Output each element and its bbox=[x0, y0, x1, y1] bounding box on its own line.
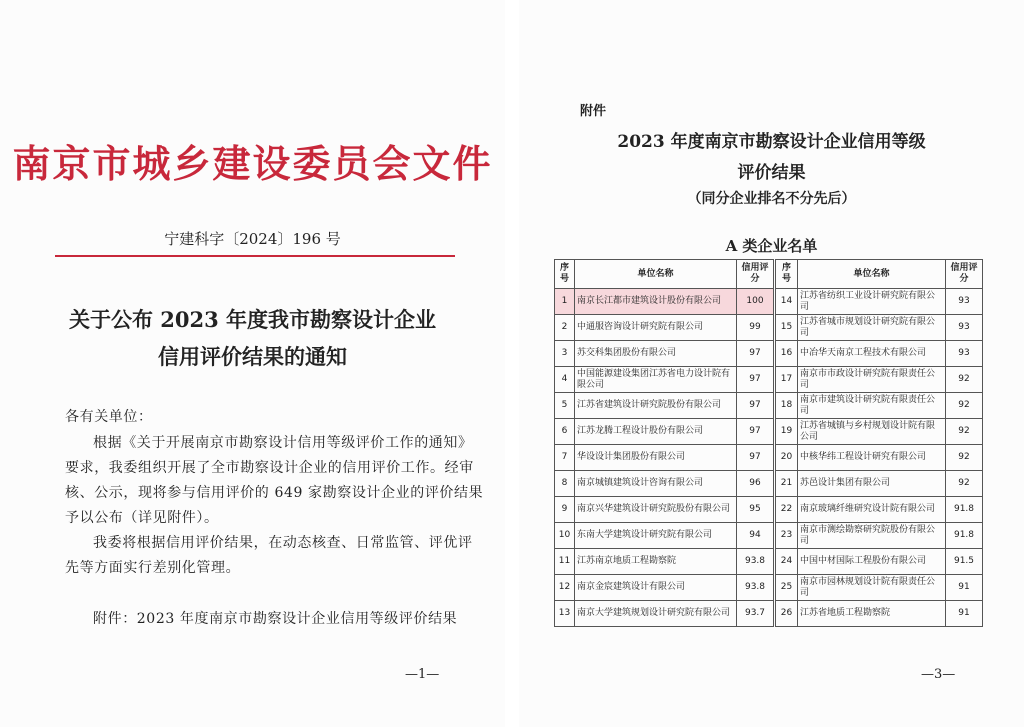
cell-name: 东南大学建筑设计研究院有限公司 bbox=[575, 523, 737, 549]
cell-name: 南京市园林规划设计院有限责任公司 bbox=[798, 575, 946, 601]
cell-name: 江苏龙腾工程设计股份有限公司 bbox=[575, 419, 737, 445]
cell-no: 16 bbox=[776, 341, 798, 367]
cell-name: 中核华纬工程设计研究有限公司 bbox=[798, 445, 946, 471]
cell-name: 南京长江都市建筑设计股份有限公司 bbox=[575, 289, 737, 315]
cell-no: 6 bbox=[555, 419, 575, 445]
table-header-row bbox=[555, 260, 774, 289]
cell-name: 南京市建筑设计研究院有限责任公司 bbox=[798, 393, 946, 419]
table-row bbox=[555, 367, 774, 393]
table-row bbox=[555, 601, 774, 627]
cell-name: 中冶华天南京工程技术有限公司 bbox=[798, 341, 946, 367]
table-row bbox=[776, 471, 983, 497]
cell-no: 1 bbox=[555, 289, 575, 315]
cell-score: 91 bbox=[946, 601, 983, 627]
cell-score: 92 bbox=[946, 445, 983, 471]
cell-no: 21 bbox=[776, 471, 798, 497]
cell-no: 20 bbox=[776, 445, 798, 471]
cell-name: 苏邑设计集团有限公司 bbox=[798, 471, 946, 497]
table-row bbox=[776, 315, 983, 341]
cell-score: 95 bbox=[737, 497, 774, 523]
table-row bbox=[776, 497, 983, 523]
paragraph-1-line-1: 根据《关于开展南京市勘察设计信用等级评价工作的通知》 bbox=[93, 435, 473, 451]
cell-no: 26 bbox=[776, 601, 798, 627]
cell-score: 97 bbox=[737, 341, 774, 367]
cell-score: 92 bbox=[946, 367, 983, 393]
header-no: 序号 bbox=[555, 260, 575, 289]
table-row bbox=[555, 315, 774, 341]
document-header: 南京市城乡建设委员会文件 bbox=[12, 141, 493, 186]
cell-score: 93.7 bbox=[737, 601, 774, 627]
cell-score: 99 bbox=[737, 315, 774, 341]
table-row bbox=[555, 393, 774, 419]
table-row bbox=[776, 367, 983, 393]
cell-no: 8 bbox=[555, 471, 575, 497]
cell-score: 93.8 bbox=[737, 575, 774, 601]
notice-title-line-2: 信用评价结果的通知 bbox=[158, 344, 347, 369]
results-title-line-2: 评价结果 bbox=[737, 163, 806, 183]
table-row bbox=[555, 497, 774, 523]
cell-name: 南京市测绘勘察研究院股份有限公司 bbox=[798, 523, 946, 549]
header-name: 单位名称 bbox=[798, 260, 946, 289]
table-row bbox=[555, 471, 774, 497]
cell-score: 91 bbox=[946, 575, 983, 601]
cell-no: 13 bbox=[555, 601, 575, 627]
cell-no: 24 bbox=[776, 549, 798, 575]
paragraph-2-line-1: 我委将根据信用评价结果，在动态核查、日常监管、评优评 bbox=[93, 535, 473, 551]
cell-score: 92 bbox=[946, 419, 983, 445]
cell-name: 南京市市政设计研究院有限责任公司 bbox=[798, 367, 946, 393]
red-divider bbox=[55, 255, 455, 257]
table-row bbox=[776, 289, 983, 315]
document-number: 宁建科字〔2024〕196 号 bbox=[164, 230, 341, 248]
page-number: —1— bbox=[405, 667, 440, 682]
attachment-line: 附件：2023 年度南京市勘察设计企业信用等级评价结果 bbox=[93, 611, 458, 627]
cell-no: 23 bbox=[776, 523, 798, 549]
left-page bbox=[0, 0, 505, 727]
ranking-table-left bbox=[554, 259, 774, 627]
cell-no: 7 bbox=[555, 445, 575, 471]
cell-name: 江苏南京地质工程勘察院 bbox=[575, 549, 737, 575]
cell-no: 9 bbox=[555, 497, 575, 523]
cell-score: 96 bbox=[737, 471, 774, 497]
header-no: 序号 bbox=[776, 260, 798, 289]
cell-score: 93 bbox=[946, 341, 983, 367]
page-number: —3— bbox=[921, 667, 956, 682]
cell-score: 97 bbox=[737, 367, 774, 393]
cell-score: 93.8 bbox=[737, 549, 774, 575]
cell-no: 4 bbox=[555, 367, 575, 393]
right-page bbox=[519, 0, 1024, 727]
ranking-table-right bbox=[775, 259, 983, 627]
cell-name: 南京玻璃纤维研究设计院有限公司 bbox=[798, 497, 946, 523]
paragraph-1-line-3: 核、公示，现将参与信用评价的 649 家勘察设计企业的评价结果 bbox=[65, 485, 484, 501]
cell-name: 南京城镇建筑设计咨询有限公司 bbox=[575, 471, 737, 497]
results-subtitle: （同分企业排名不分先后） bbox=[687, 191, 856, 207]
table-row bbox=[555, 445, 774, 471]
notice-title-line-1: 关于公布 2023 年度我市勘察设计企业 bbox=[68, 307, 437, 332]
cell-score: 91.5 bbox=[946, 549, 983, 575]
table-row bbox=[776, 419, 983, 445]
table-row bbox=[776, 523, 983, 549]
cell-name: 南京兴华建筑设计研究院股份有限公司 bbox=[575, 497, 737, 523]
cell-name: 中国中材国际工程股份有限公司 bbox=[798, 549, 946, 575]
cell-score: 97 bbox=[737, 419, 774, 445]
annex-label: 附件 bbox=[580, 104, 607, 119]
cell-no: 25 bbox=[776, 575, 798, 601]
cell-score: 94 bbox=[737, 523, 774, 549]
cell-no: 17 bbox=[776, 367, 798, 393]
table-row bbox=[776, 445, 983, 471]
cell-no: 18 bbox=[776, 393, 798, 419]
cell-no: 2 bbox=[555, 315, 575, 341]
table-row bbox=[555, 419, 774, 445]
cell-score: 91.8 bbox=[946, 523, 983, 549]
paragraph-1-line-4: 予以公布（详见附件）。 bbox=[65, 510, 219, 526]
header-score: 信用评分 bbox=[946, 260, 983, 289]
cell-name: 江苏省城市规划设计研究院有限公司 bbox=[798, 315, 946, 341]
table-row bbox=[555, 523, 774, 549]
table-row bbox=[555, 549, 774, 575]
paragraph-1-line-2: 要求，我委组织开展了全市勘察设计企业的信用评价工作。经审 bbox=[65, 460, 474, 476]
cell-name: 华设设计集团股份有限公司 bbox=[575, 445, 737, 471]
cell-no: 22 bbox=[776, 497, 798, 523]
cell-score: 93 bbox=[946, 315, 983, 341]
table-row bbox=[776, 549, 983, 575]
cell-no: 15 bbox=[776, 315, 798, 341]
table-row bbox=[776, 393, 983, 419]
cell-name: 南京大学建筑规划设计研究院有限公司 bbox=[575, 601, 737, 627]
cell-name: 江苏省地质工程勘察院 bbox=[798, 601, 946, 627]
table-row bbox=[555, 575, 774, 601]
cell-score: 92 bbox=[946, 471, 983, 497]
cell-name: 中国能源建设集团江苏省电力设计院有限公司 bbox=[575, 367, 737, 393]
table-header-row bbox=[776, 260, 983, 289]
cell-name: 江苏省城镇与乡村规划设计院有限公司 bbox=[798, 419, 946, 445]
cell-score: 100 bbox=[737, 289, 774, 315]
cell-name: 南京金宸建筑设计有限公司 bbox=[575, 575, 737, 601]
paragraph-2-line-2: 先等方面实行差别化管理。 bbox=[65, 560, 241, 576]
table-row bbox=[555, 289, 774, 315]
table-row bbox=[776, 601, 983, 627]
salutation: 各有关单位： bbox=[65, 409, 153, 425]
cell-name: 中通服咨询设计研究院有限公司 bbox=[575, 315, 737, 341]
cell-no: 5 bbox=[555, 393, 575, 419]
cell-name: 江苏省纺织工业设计研究院有限公司 bbox=[798, 289, 946, 315]
cell-no: 11 bbox=[555, 549, 575, 575]
list-title: A 类企业名单 bbox=[725, 237, 818, 255]
cell-no: 10 bbox=[555, 523, 575, 549]
table-row bbox=[555, 341, 774, 367]
cell-no: 12 bbox=[555, 575, 575, 601]
table-row bbox=[776, 341, 983, 367]
cell-score: 91.8 bbox=[946, 497, 983, 523]
cell-score: 92 bbox=[946, 393, 983, 419]
cell-score: 97 bbox=[737, 393, 774, 419]
cell-no: 3 bbox=[555, 341, 575, 367]
cell-name: 苏交科集团股份有限公司 bbox=[575, 341, 737, 367]
header-name: 单位名称 bbox=[575, 260, 737, 289]
cell-no: 14 bbox=[776, 289, 798, 315]
cell-score: 97 bbox=[737, 445, 774, 471]
header-score: 信用评分 bbox=[737, 260, 774, 289]
cell-name: 江苏省建筑设计研究院股份有限公司 bbox=[575, 393, 737, 419]
results-title-line-1: 2023 年度南京市勘察设计企业信用等级 bbox=[617, 132, 926, 152]
table-row bbox=[776, 575, 983, 601]
cell-no: 19 bbox=[776, 419, 798, 445]
cell-score: 93 bbox=[946, 289, 983, 315]
